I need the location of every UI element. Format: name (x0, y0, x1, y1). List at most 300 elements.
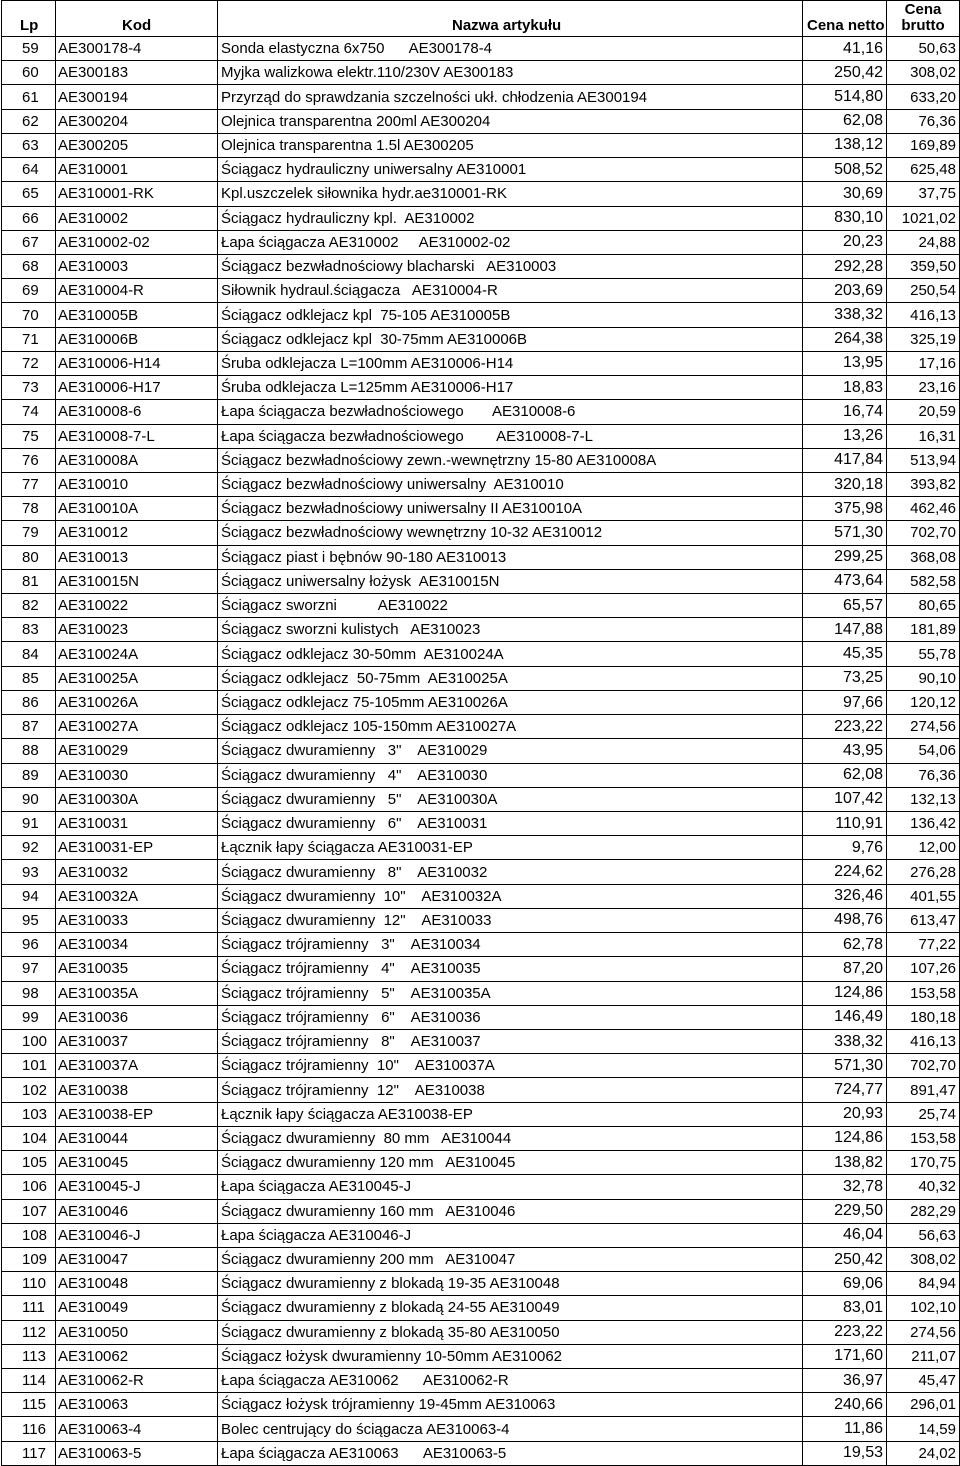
table-row (2, 1417, 960, 1441)
cell-cena-netto: 338,32 (803, 303, 887, 327)
cell-nazwa: Ściągacz bezwładnościowy blacharski AE310003 (218, 254, 803, 278)
cell-lp: 66 (2, 206, 56, 230)
cell-cena-brutto: 250,54 (887, 279, 960, 303)
cell-nazwa: Ściągacz dwuramienny 5" AE310030A (218, 787, 803, 811)
table-row (2, 85, 960, 109)
cell-kod: AE310046-J (56, 1223, 218, 1247)
cell-lp: 68 (2, 254, 56, 278)
cell-kod: AE310036 (56, 1005, 218, 1029)
cell-nazwa: Ściągacz dwuramienny 8" AE310032 (218, 860, 803, 884)
cell-cena-brutto: 393,82 (887, 472, 960, 496)
cell-cena-netto: 18,83 (803, 376, 887, 400)
cell-nazwa: Ściągacz sworzni AE310022 (218, 594, 803, 618)
cell-cena-brutto: 76,36 (887, 763, 960, 787)
cell-kod: AE310044 (56, 1126, 218, 1150)
cell-lp: 84 (2, 642, 56, 666)
table-row (2, 594, 960, 618)
cell-cena-netto: 229,50 (803, 1199, 887, 1223)
cell-kod: AE310035 (56, 957, 218, 981)
cell-cena-brutto: 401,55 (887, 884, 960, 908)
cell-kod: AE310031-EP (56, 836, 218, 860)
cell-kod: AE300204 (56, 109, 218, 133)
cell-nazwa: Ściągacz łożysk trójramienny 19-45mm AE310063 (218, 1393, 803, 1417)
cell-kod: AE310024A (56, 642, 218, 666)
cell-nazwa: Łapa ściągacza AE310045-J (218, 1175, 803, 1199)
cell-nazwa: Ściągacz odklejacz 105-150mm AE310027A (218, 715, 803, 739)
cell-cena-brutto: 308,02 (887, 61, 960, 85)
cell-lp: 61 (2, 85, 56, 109)
cell-cena-netto: 69,06 (803, 1272, 887, 1296)
cell-lp: 78 (2, 497, 56, 521)
cell-cena-netto: 107,42 (803, 787, 887, 811)
table-row (2, 957, 960, 981)
cell-cena-brutto: 77,22 (887, 933, 960, 957)
cell-cena-netto: 9,76 (803, 836, 887, 860)
cell-lp: 67 (2, 230, 56, 254)
cell-kod: AE310006-H17 (56, 376, 218, 400)
table-row (2, 61, 960, 85)
cell-nazwa: Ściągacz dwuramienny z blokadą 35-80 AE310050 (218, 1320, 803, 1344)
cell-cena-brutto: 54,06 (887, 739, 960, 763)
cell-cena-brutto: 50,63 (887, 37, 960, 61)
cell-cena-brutto: 625,48 (887, 158, 960, 182)
cell-nazwa: Ściągacz bezwładnościowy zewn.-wewnętrzny 15-80 AE310008A (218, 448, 803, 472)
cell-lp: 110 (2, 1272, 56, 1296)
cell-kod: AE310004-R (56, 279, 218, 303)
cell-cena-brutto: 359,50 (887, 254, 960, 278)
cell-lp: 114 (2, 1369, 56, 1393)
cell-cena-brutto: 274,56 (887, 1320, 960, 1344)
table-row (2, 400, 960, 424)
table-row (2, 1175, 960, 1199)
table-row (2, 836, 960, 860)
cell-cena-netto: 20,93 (803, 1102, 887, 1126)
table-row (2, 884, 960, 908)
cell-cena-netto: 62,08 (803, 763, 887, 787)
cell-lp: 60 (2, 61, 56, 85)
cell-lp: 88 (2, 739, 56, 763)
cell-lp: 108 (2, 1223, 56, 1247)
table-row (2, 279, 960, 303)
cell-lp: 77 (2, 472, 56, 496)
cell-cena-netto: 65,57 (803, 594, 887, 618)
cell-cena-netto: 147,88 (803, 618, 887, 642)
cell-kod: AE310012 (56, 521, 218, 545)
cell-cena-brutto: 702,70 (887, 1054, 960, 1078)
cell-lp: 115 (2, 1393, 56, 1417)
table-row (2, 1344, 960, 1368)
table-row (2, 109, 960, 133)
cell-cena-netto: 224,62 (803, 860, 887, 884)
table-row (2, 545, 960, 569)
cell-kod: AE310008A (56, 448, 218, 472)
cell-nazwa: Ściągacz odklejacz 50-75mm AE310025A (218, 666, 803, 690)
cell-cena-brutto: 24,88 (887, 230, 960, 254)
cell-nazwa: Ściągacz dwuramienny 120 mm AE310045 (218, 1151, 803, 1175)
cell-lp: 101 (2, 1054, 56, 1078)
cell-nazwa: Łapa ściągacza AE310063 AE310063-5 (218, 1441, 803, 1465)
cell-cena-netto: 20,23 (803, 230, 887, 254)
cell-kod: AE310047 (56, 1247, 218, 1271)
cell-lp: 86 (2, 690, 56, 714)
cell-nazwa: Łapa ściągacza AE310062 AE310062-R (218, 1369, 803, 1393)
cell-cena-brutto: 180,18 (887, 1005, 960, 1029)
cell-kod: AE310038 (56, 1078, 218, 1102)
table-row (2, 1272, 960, 1296)
cell-cena-netto: 43,95 (803, 739, 887, 763)
table-row (2, 472, 960, 496)
cell-cena-brutto: 25,74 (887, 1102, 960, 1126)
cell-lp: 72 (2, 351, 56, 375)
cell-lp: 112 (2, 1320, 56, 1344)
cell-cena-netto: 16,74 (803, 400, 887, 424)
table-row (2, 206, 960, 230)
cell-cena-brutto: 17,16 (887, 351, 960, 375)
cell-kod: AE310029 (56, 739, 218, 763)
cell-kod: AE300183 (56, 61, 218, 85)
table-row (2, 1393, 960, 1417)
cell-kod: AE310025A (56, 666, 218, 690)
table-header (2, 1, 960, 37)
table-row (2, 1369, 960, 1393)
cell-nazwa: Olejnica transparentna 1.5l AE300205 (218, 133, 803, 157)
table-row (2, 1005, 960, 1029)
cell-lp: 59 (2, 37, 56, 61)
table-row (2, 1078, 960, 1102)
cell-nazwa: Ściągacz bezwładnościowy uniwersalny AE310010 (218, 472, 803, 496)
cell-cena-netto: 571,30 (803, 521, 887, 545)
cell-nazwa: Łącznik łapy ściągacza AE310038-EP (218, 1102, 803, 1126)
cell-lp: 117 (2, 1441, 56, 1465)
cell-lp: 62 (2, 109, 56, 133)
table-row (2, 1054, 960, 1078)
cell-kod: AE310023 (56, 618, 218, 642)
cell-kod: AE310006-H14 (56, 351, 218, 375)
cell-lp: 103 (2, 1102, 56, 1126)
table-row (2, 763, 960, 787)
table-row (2, 1223, 960, 1247)
cell-kod: AE310050 (56, 1320, 218, 1344)
cell-kod: AE310010A (56, 497, 218, 521)
price-list-table (1, 0, 960, 1466)
cell-cena-brutto: 702,70 (887, 521, 960, 545)
cell-cena-netto: 299,25 (803, 545, 887, 569)
table-row (2, 715, 960, 739)
cell-lp: 75 (2, 424, 56, 448)
cell-nazwa: Śruba odklejacza L=100mm AE310006-H14 (218, 351, 803, 375)
table-row (2, 327, 960, 351)
cell-lp: 76 (2, 448, 56, 472)
cell-lp: 73 (2, 376, 56, 400)
cell-cena-netto: 326,46 (803, 884, 887, 908)
cell-cena-netto: 264,38 (803, 327, 887, 351)
header-kod: Kod (56, 1, 218, 37)
cell-cena-brutto: 12,00 (887, 836, 960, 860)
cell-lp: 109 (2, 1247, 56, 1271)
cell-cena-brutto: 462,46 (887, 497, 960, 521)
table-row (2, 1029, 960, 1053)
cell-cena-netto: 87,20 (803, 957, 887, 981)
cell-nazwa: Ściągacz odklejacz 75-105mm AE310026A (218, 690, 803, 714)
cell-kod: AE310008-7-L (56, 424, 218, 448)
header-cena-brutto (887, 1, 960, 37)
cell-cena-netto: 514,80 (803, 85, 887, 109)
cell-nazwa: Łapa ściągacza AE310046-J (218, 1223, 803, 1247)
cell-cena-netto: 45,35 (803, 642, 887, 666)
cell-nazwa: Przyrząd do sprawdzania szczelności ukł. chłodzenia AE300194 (218, 85, 803, 109)
cell-cena-netto: 375,98 (803, 497, 887, 521)
cell-cena-netto: 62,08 (803, 109, 887, 133)
table-row (2, 812, 960, 836)
cell-cena-netto: 36,97 (803, 1369, 887, 1393)
cell-kod: AE310027A (56, 715, 218, 739)
cell-lp: 107 (2, 1199, 56, 1223)
cell-cena-netto: 11,86 (803, 1417, 887, 1441)
cell-kod: AE310010 (56, 472, 218, 496)
cell-kod: AE310037 (56, 1029, 218, 1053)
cell-cena-netto: 73,25 (803, 666, 887, 690)
table-row (2, 618, 960, 642)
cell-cena-brutto: 84,94 (887, 1272, 960, 1296)
cell-nazwa: Łapa ściągacza AE310002 AE310002-02 (218, 230, 803, 254)
cell-nazwa: Ściągacz bezwładnościowy uniwersalny II AE310010A (218, 497, 803, 521)
cell-kod: AE310034 (56, 933, 218, 957)
cell-nazwa: Ściągacz dwuramienny z blokadą 19-35 AE310048 (218, 1272, 803, 1296)
cell-cena-brutto: 20,59 (887, 400, 960, 424)
cell-kod: AE310026A (56, 690, 218, 714)
cell-cena-netto: 498,76 (803, 908, 887, 932)
cell-cena-brutto: 16,31 (887, 424, 960, 448)
cell-cena-netto: 240,66 (803, 1393, 887, 1417)
cell-nazwa: Ściągacz dwuramienny 12" AE310033 (218, 908, 803, 932)
cell-lp: 63 (2, 133, 56, 157)
cell-kod: AE310033 (56, 908, 218, 932)
cell-nazwa: Ściągacz odklejacz 30-50mm AE310024A (218, 642, 803, 666)
cell-nazwa: Ściągacz odklejacz kpl 75-105 AE310005B (218, 303, 803, 327)
cell-kod: AE310005B (56, 303, 218, 327)
cell-cena-netto: 203,69 (803, 279, 887, 303)
cell-cena-netto: 508,52 (803, 158, 887, 182)
cell-lp: 94 (2, 884, 56, 908)
cell-cena-netto: 171,60 (803, 1344, 887, 1368)
cell-cena-netto: 32,78 (803, 1175, 887, 1199)
header-brutto-line1: Cena (904, 1, 942, 18)
table-row (2, 739, 960, 763)
cell-nazwa: Ściągacz sworzni kulistych AE310023 (218, 618, 803, 642)
cell-cena-brutto: 80,65 (887, 594, 960, 618)
cell-cena-netto: 138,82 (803, 1151, 887, 1175)
cell-kod: AE310015N (56, 569, 218, 593)
table-row (2, 497, 960, 521)
cell-cena-brutto: 416,13 (887, 1029, 960, 1053)
cell-cena-netto: 46,04 (803, 1223, 887, 1247)
cell-nazwa: Ściągacz hydrauliczny kpl. AE310002 (218, 206, 803, 230)
cell-lp: 83 (2, 618, 56, 642)
cell-cena-brutto: 45,47 (887, 1369, 960, 1393)
cell-cena-brutto: 153,58 (887, 981, 960, 1005)
cell-nazwa: Ściągacz dwuramienny 6" AE310031 (218, 812, 803, 836)
cell-cena-netto: 571,30 (803, 1054, 887, 1078)
cell-lp: 80 (2, 545, 56, 569)
table-row (2, 908, 960, 932)
cell-kod: AE300205 (56, 133, 218, 157)
cell-lp: 104 (2, 1126, 56, 1150)
table-row (2, 448, 960, 472)
cell-kod: AE310031 (56, 812, 218, 836)
cell-nazwa: Bolec centrujący do ściągacza AE310063-4 (218, 1417, 803, 1441)
cell-cena-netto: 473,64 (803, 569, 887, 593)
cell-nazwa: Siłownik hydraul.ściągacza AE310004-R (218, 279, 803, 303)
cell-cena-brutto: 368,08 (887, 545, 960, 569)
cell-lp: 85 (2, 666, 56, 690)
cell-lp: 82 (2, 594, 56, 618)
table-row (2, 182, 960, 206)
cell-lp: 113 (2, 1344, 56, 1368)
cell-lp: 97 (2, 957, 56, 981)
header-brutto-line2: brutto (901, 17, 945, 34)
cell-cena-brutto: 107,26 (887, 957, 960, 981)
table-row (2, 133, 960, 157)
cell-kod: AE310030 (56, 763, 218, 787)
cell-cena-brutto: 169,89 (887, 133, 960, 157)
table-row (2, 521, 960, 545)
table-row (2, 1247, 960, 1271)
table-row (2, 569, 960, 593)
cell-lp: 79 (2, 521, 56, 545)
cell-cena-brutto: 40,32 (887, 1175, 960, 1199)
cell-lp: 92 (2, 836, 56, 860)
cell-kod: AE310063 (56, 1393, 218, 1417)
cell-kod: AE310063-5 (56, 1441, 218, 1465)
table-row (2, 860, 960, 884)
cell-nazwa: Ściągacz dwuramienny z blokadą 24-55 AE310049 (218, 1296, 803, 1320)
cell-cena-brutto: 120,12 (887, 690, 960, 714)
cell-cena-netto: 110,91 (803, 812, 887, 836)
cell-cena-brutto: 102,10 (887, 1296, 960, 1320)
cell-cena-brutto: 891,47 (887, 1078, 960, 1102)
cell-nazwa: Ściągacz dwuramienny 4" AE310030 (218, 763, 803, 787)
cell-nazwa: Ściągacz dwuramienny 80 mm AE310044 (218, 1126, 803, 1150)
cell-lp: 105 (2, 1151, 56, 1175)
cell-cena-brutto: 282,29 (887, 1199, 960, 1223)
cell-kod: AE310001 (56, 158, 218, 182)
cell-cena-netto: 292,28 (803, 254, 887, 278)
cell-nazwa: Ściągacz trójramienny 6" AE310036 (218, 1005, 803, 1029)
cell-cena-netto: 724,77 (803, 1078, 887, 1102)
cell-cena-brutto: 416,13 (887, 303, 960, 327)
table-row (2, 1102, 960, 1126)
cell-nazwa: Ściągacz trójramienny 4" AE310035 (218, 957, 803, 981)
table-row (2, 1296, 960, 1320)
cell-lp: 102 (2, 1078, 56, 1102)
cell-cena-brutto: 24,02 (887, 1441, 960, 1465)
cell-lp: 81 (2, 569, 56, 593)
cell-cena-netto: 13,26 (803, 424, 887, 448)
cell-cena-netto: 83,01 (803, 1296, 887, 1320)
cell-cena-netto: 62,78 (803, 933, 887, 957)
cell-nazwa: Ściągacz hydrauliczny uniwersalny AE310001 (218, 158, 803, 182)
cell-kod: AE310062 (56, 1344, 218, 1368)
cell-cena-brutto: 582,58 (887, 569, 960, 593)
cell-cena-netto: 417,84 (803, 448, 887, 472)
cell-cena-netto: 320,18 (803, 472, 887, 496)
cell-nazwa: Ściągacz dwuramienny 3" AE310029 (218, 739, 803, 763)
cell-nazwa: Śruba odklejacza L=125mm AE310006-H17 (218, 376, 803, 400)
cell-kod: AE310037A (56, 1054, 218, 1078)
cell-nazwa: Ściągacz odklejacz kpl 30-75mm AE310006B (218, 327, 803, 351)
cell-cena-brutto: 325,19 (887, 327, 960, 351)
cell-lp: 89 (2, 763, 56, 787)
cell-cena-netto: 250,42 (803, 61, 887, 85)
table-row (2, 666, 960, 690)
cell-nazwa: Kpl.uszczelek siłownika hydr.ae310001-RK (218, 182, 803, 206)
table-row (2, 787, 960, 811)
cell-cena-brutto: 153,58 (887, 1126, 960, 1150)
cell-cena-netto: 138,12 (803, 133, 887, 157)
cell-nazwa: Ściągacz dwuramienny 200 mm AE310047 (218, 1247, 803, 1271)
table-row (2, 303, 960, 327)
table-row (2, 254, 960, 278)
cell-cena-netto: 250,42 (803, 1247, 887, 1271)
cell-cena-brutto: 613,47 (887, 908, 960, 932)
cell-cena-brutto: 14,59 (887, 1417, 960, 1441)
cell-kod: AE310038-EP (56, 1102, 218, 1126)
cell-cena-brutto: 308,02 (887, 1247, 960, 1271)
cell-cena-brutto: 211,07 (887, 1344, 960, 1368)
table-row (2, 1199, 960, 1223)
cell-cena-brutto: 136,42 (887, 812, 960, 836)
cell-nazwa: Ściągacz trójramienny 12" AE310038 (218, 1078, 803, 1102)
cell-kod: AE310045-J (56, 1175, 218, 1199)
header-nazwa: Nazwa artykułu (218, 1, 803, 37)
cell-lp: 95 (2, 908, 56, 932)
cell-lp: 111 (2, 1296, 56, 1320)
cell-nazwa: Ściągacz dwuramienny 10" AE310032A (218, 884, 803, 908)
cell-lp: 90 (2, 787, 56, 811)
cell-nazwa: Łapa ściągacza bezwładnościowego AE310008-7-L (218, 424, 803, 448)
cell-lp: 98 (2, 981, 56, 1005)
cell-kod: AE310032 (56, 860, 218, 884)
cell-nazwa: Łącznik łapy ściągacza AE310031-EP (218, 836, 803, 860)
cell-cena-netto: 124,86 (803, 1126, 887, 1150)
table-row (2, 981, 960, 1005)
cell-lp: 70 (2, 303, 56, 327)
cell-cena-netto: 19,53 (803, 1441, 887, 1465)
table-row (2, 1126, 960, 1150)
cell-kod: AE310022 (56, 594, 218, 618)
cell-cena-brutto: 76,36 (887, 109, 960, 133)
cell-kod: AE310035A (56, 981, 218, 1005)
cell-cena-brutto: 90,10 (887, 666, 960, 690)
cell-lp: 74 (2, 400, 56, 424)
cell-kod: AE310046 (56, 1199, 218, 1223)
header-row (2, 1, 960, 37)
cell-cena-netto: 338,32 (803, 1029, 887, 1053)
cell-kod: AE310063-4 (56, 1417, 218, 1441)
cell-cena-netto: 830,10 (803, 206, 887, 230)
cell-cena-brutto: 513,94 (887, 448, 960, 472)
table-row (2, 351, 960, 375)
cell-kod: AE310062-R (56, 1369, 218, 1393)
table-row (2, 37, 960, 61)
cell-kod: AE310002 (56, 206, 218, 230)
cell-nazwa: Ściągacz bezwładnościowy wewnętrzny 10-32 AE310012 (218, 521, 803, 545)
cell-lp: 93 (2, 860, 56, 884)
table-row (2, 230, 960, 254)
cell-lp: 116 (2, 1417, 56, 1441)
cell-nazwa: Ściągacz trójramienny 8" AE310037 (218, 1029, 803, 1053)
table-row (2, 690, 960, 714)
